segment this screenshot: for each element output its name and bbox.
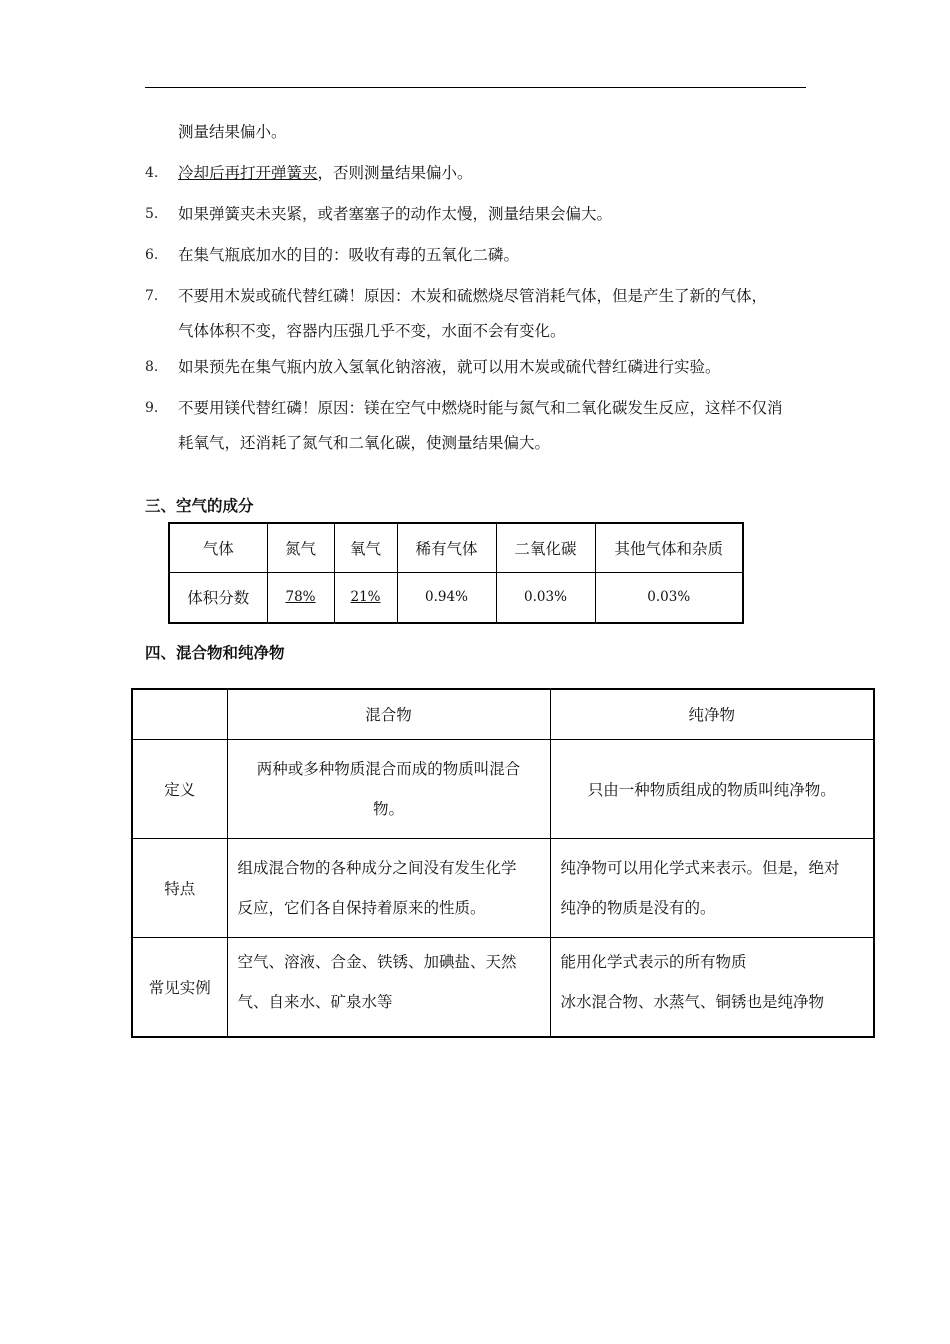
table-row	[169, 572, 743, 623]
table-cell: 0.94%	[397, 572, 496, 623]
table-header-row	[169, 523, 743, 572]
underlined-text: 冷却后再打开弹簧夹	[178, 164, 318, 182]
mixture-pure-table	[131, 688, 875, 1038]
cell-line: 组成混合物的各种成分之间没有发生化学	[237, 858, 517, 877]
item-number: 9.	[145, 400, 159, 416]
list-item-5: 如果弹簧夹未夹紧，或者塞塞子的动作太慢，测量结果会偏大。	[178, 205, 613, 223]
table-header-row	[132, 689, 874, 739]
table-cell: 只由一种物质组成的物质叫纯净物。	[550, 739, 874, 838]
item-number: 7.	[145, 288, 159, 304]
cell-line: 两种或多种物质混合而成的物质叫混合	[256, 759, 521, 778]
table-cell: 二氧化碳	[496, 523, 595, 572]
table-cell	[550, 937, 874, 1037]
table-cell	[267, 572, 334, 623]
list-item-7-line1: 不要用木炭或硫代替红磷！原因：木炭和硫燃烧尽管消耗气体，但是产生了新的气体，	[178, 287, 768, 305]
item-number: 4.	[145, 165, 159, 181]
list-item-6: 在集气瓶底加水的目的：吸收有毒的五氧化二磷。	[178, 246, 520, 264]
table-cell: 稀有气体	[397, 523, 496, 572]
table-cell: 气体	[169, 523, 267, 572]
table-cell	[132, 689, 227, 739]
table-cell	[550, 838, 874, 937]
table-cell: 混合物	[227, 689, 550, 739]
cell-line: 物。	[372, 799, 404, 818]
header-rule	[145, 87, 806, 88]
table-cell: 其他气体和杂质	[595, 523, 743, 572]
cell-line: 冰水混合物、水蒸气、铜锈也是纯净物	[560, 992, 825, 1011]
row-label: 定义	[132, 739, 227, 838]
item-number: 8.	[145, 359, 159, 375]
cell-line: 纯净的物质是没有的。	[560, 898, 716, 917]
table-cell	[227, 739, 550, 838]
list-item-4	[178, 163, 473, 183]
table-cell	[227, 937, 550, 1037]
table-cell: 0.03%	[595, 572, 743, 623]
item-number: 6.	[145, 247, 159, 263]
section-4-heading: 四、混合物和纯净物	[145, 644, 285, 662]
cell-line: 纯净物可以用化学式来表示。但是，绝对	[560, 858, 840, 877]
list-item-9-line2: 耗氧气，还消耗了氮气和二氧化碳，使测量结果偏大。	[178, 434, 551, 452]
row-label: 特点	[132, 838, 227, 937]
section-3-heading: 三、空气的成分	[145, 497, 254, 515]
cell-line: 反应，它们各自保持着原来的性质。	[237, 898, 486, 917]
table-cell: 纯净物	[550, 689, 874, 739]
table-cell	[334, 572, 397, 623]
table-cell: 0.03%	[496, 572, 595, 623]
nitrogen-value: 78%	[285, 589, 316, 606]
list-item-7-line2: 气体体积不变，容器内压强几乎不变，水面不会有变化。	[178, 322, 566, 340]
table-row	[132, 937, 874, 1037]
air-composition-table	[168, 522, 744, 624]
row-label: 常见实例	[132, 937, 227, 1037]
row-label: 体积分数	[169, 572, 267, 623]
cell-line: 空气、溶液、合金、铁锈、加碘盐、天然	[237, 952, 517, 971]
cell-line: 气、自来水、矿泉水等	[237, 992, 393, 1011]
table-row	[132, 739, 874, 838]
table-cell: 氮气	[267, 523, 334, 572]
oxygen-value: 21%	[350, 589, 381, 606]
item-number: 5.	[145, 206, 159, 222]
list-item-8: 如果预先在集气瓶内放入氢氧化钠溶液，就可以用木炭或硫代替红磷进行实验。	[178, 358, 721, 376]
list-item-9-line1: 不要用镁代替红磷！原因：镁在空气中燃烧时能与氮气和二氧化碳发生反应，这样不仅消	[178, 399, 783, 417]
table-cell	[227, 838, 550, 937]
item-text: ，否则测量结果偏小。	[317, 164, 473, 182]
cell-line: 能用化学式表示的所有物质	[560, 952, 747, 971]
table-cell: 氧气	[334, 523, 397, 572]
list-continuation: 测量结果偏小。	[178, 123, 287, 141]
table-row	[132, 838, 874, 937]
